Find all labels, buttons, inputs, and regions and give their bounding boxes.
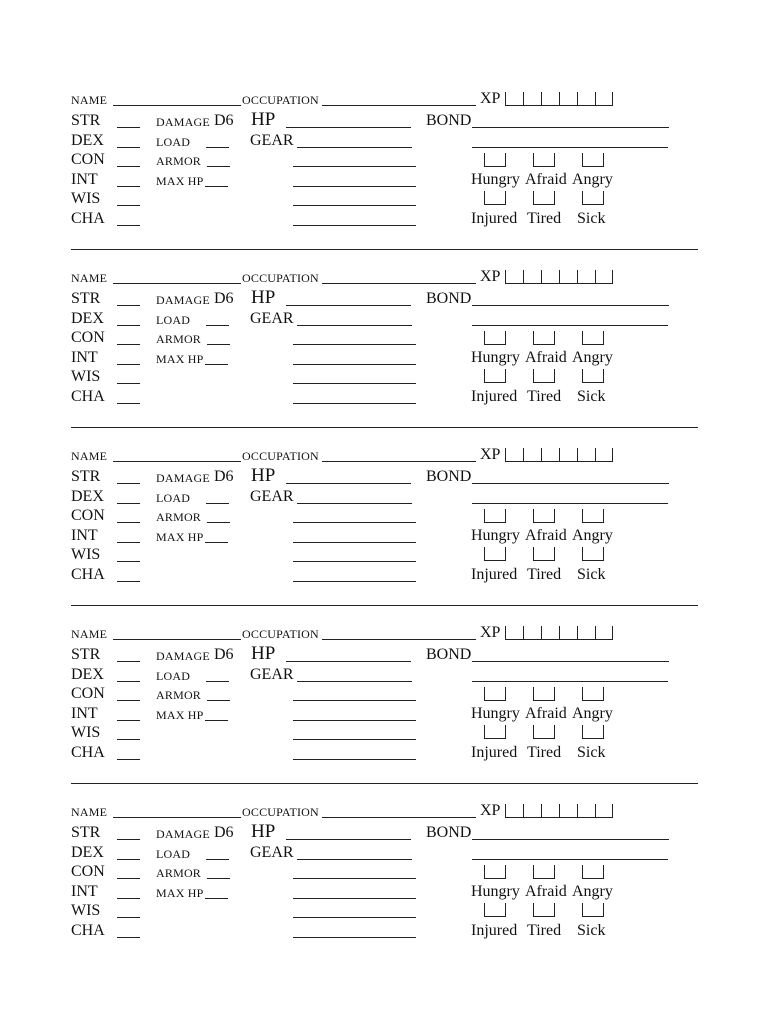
section-divider — [71, 427, 698, 428]
xp-track — [505, 804, 613, 818]
stat-label: CON — [71, 507, 105, 524]
stat-field[interactable] — [117, 186, 140, 187]
condition-checkbox[interactable] — [533, 509, 555, 523]
xp-checkbox[interactable] — [523, 92, 541, 105]
xp-checkbox[interactable] — [559, 448, 577, 461]
name-label: NAME — [71, 93, 108, 107]
xp-checkbox[interactable] — [541, 92, 559, 105]
condition-label: Hungry — [471, 171, 520, 188]
hp-label: HP — [251, 465, 276, 486]
stat-label: STR — [71, 468, 101, 485]
condition-checkbox[interactable] — [484, 547, 506, 561]
armor-label: ARMOR — [156, 866, 202, 880]
condition-label: Sick — [577, 388, 606, 405]
damage-die: D6 — [214, 290, 234, 307]
condition-label: Afraid — [525, 527, 567, 544]
xp-checkbox[interactable] — [505, 804, 523, 817]
armor-label: ARMOR — [156, 688, 202, 702]
stat-field[interactable] — [117, 225, 140, 226]
max-hp-field[interactable] — [205, 186, 228, 187]
condition-label: Injured — [471, 922, 518, 939]
condition-checkbox[interactable] — [484, 903, 506, 917]
xp-track — [505, 448, 613, 462]
stat-label: WIS — [71, 546, 101, 563]
condition-checkbox[interactable] — [533, 903, 555, 917]
condition-label: Hungry — [471, 527, 520, 544]
stat-label: WIS — [71, 724, 101, 741]
armor-field[interactable] — [207, 878, 230, 879]
stat-label: WIS — [71, 190, 101, 207]
stat-label: INT — [71, 527, 98, 544]
gear-line[interactable] — [293, 917, 416, 918]
stat-label: DEX — [71, 132, 104, 149]
gear-label: GEAR — [250, 132, 294, 149]
condition-checkbox[interactable] — [533, 331, 555, 345]
name-label: NAME — [71, 805, 108, 819]
gear-label: GEAR — [250, 844, 294, 861]
character-block — [0, 802, 768, 980]
stat-field[interactable] — [117, 166, 140, 167]
stat-label: STR — [71, 112, 101, 129]
bond-label: BOND — [426, 290, 472, 307]
bond-line[interactable] — [472, 681, 668, 682]
hp-field[interactable] — [286, 127, 411, 128]
stat-label: INT — [71, 883, 98, 900]
stat-field[interactable] — [117, 127, 140, 128]
condition-label: Tired — [527, 566, 562, 583]
stat-label: CHA — [71, 210, 105, 227]
bond-label: BOND — [426, 824, 472, 841]
hp-field[interactable] — [286, 661, 411, 662]
gear-line[interactable] — [297, 325, 412, 326]
occupation-field[interactable] — [322, 639, 476, 640]
hp-label: HP — [251, 287, 276, 308]
gear-line[interactable] — [293, 205, 416, 206]
stat-label: STR — [71, 646, 101, 663]
occupation-label: OCCUPATION — [242, 449, 319, 463]
xp-checkbox[interactable] — [577, 804, 595, 817]
gear-line[interactable] — [293, 383, 416, 384]
character-block — [0, 268, 768, 446]
condition-label: Afraid — [525, 883, 567, 900]
xp-checkbox[interactable] — [559, 92, 577, 105]
condition-label: Angry — [572, 171, 613, 188]
stat-label: CHA — [71, 744, 105, 761]
gear-line[interactable] — [293, 720, 416, 721]
stat-label: DEX — [71, 666, 104, 683]
stat-label: CHA — [71, 922, 105, 939]
damage-label: DAMAGE — [156, 649, 210, 663]
hp-label: HP — [251, 821, 276, 842]
stat-field[interactable] — [117, 403, 140, 404]
condition-checkbox[interactable] — [533, 191, 555, 205]
character-block — [0, 446, 768, 624]
name-field[interactable] — [113, 105, 241, 106]
xp-checkbox[interactable] — [595, 448, 613, 461]
bond-label: BOND — [426, 468, 472, 485]
damage-label: DAMAGE — [156, 471, 210, 485]
stat-label: STR — [71, 290, 101, 307]
condition-label: Afraid — [525, 349, 567, 366]
gear-label: GEAR — [250, 488, 294, 505]
xp-checkbox[interactable] — [505, 92, 523, 105]
condition-checkbox[interactable] — [484, 191, 506, 205]
xp-track — [505, 92, 613, 106]
condition-checkbox[interactable] — [582, 153, 604, 167]
character-block — [0, 624, 768, 802]
stat-field[interactable] — [117, 700, 140, 701]
condition-label: Tired — [527, 388, 562, 405]
condition-checkbox[interactable] — [582, 191, 604, 205]
condition-checkbox[interactable] — [582, 903, 604, 917]
condition-checkbox[interactable] — [582, 509, 604, 523]
damage-label: DAMAGE — [156, 293, 210, 307]
load-label: LOAD — [156, 847, 191, 861]
xp-label: XP — [480, 268, 501, 285]
load-field[interactable] — [206, 503, 229, 504]
armor-label: ARMOR — [156, 154, 202, 168]
condition-label: Injured — [471, 744, 518, 761]
gear-line[interactable] — [293, 898, 416, 899]
condition-checkbox[interactable] — [582, 331, 604, 345]
condition-label: Sick — [577, 566, 606, 583]
max-hp-field[interactable] — [205, 898, 228, 899]
stat-field[interactable] — [117, 720, 140, 721]
stat-label: CON — [71, 329, 105, 346]
condition-checkbox[interactable] — [582, 369, 604, 383]
xp-checkbox[interactable] — [559, 626, 577, 639]
hp-field[interactable] — [286, 305, 411, 306]
xp-checkbox[interactable] — [505, 270, 523, 283]
xp-checkbox[interactable] — [541, 626, 559, 639]
condition-checkbox[interactable] — [484, 153, 506, 167]
xp-checkbox[interactable] — [595, 92, 613, 105]
load-field[interactable] — [206, 147, 229, 148]
gear-line[interactable] — [293, 700, 416, 701]
stat-field[interactable] — [117, 383, 140, 384]
armor-field[interactable] — [207, 700, 230, 701]
xp-label: XP — [480, 446, 501, 463]
xp-checkbox[interactable] — [577, 92, 595, 105]
xp-checkbox[interactable] — [505, 626, 523, 639]
stat-label: CON — [71, 863, 105, 880]
stat-label: INT — [71, 349, 98, 366]
xp-checkbox[interactable] — [505, 448, 523, 461]
condition-label: Hungry — [471, 883, 520, 900]
gear-line[interactable] — [293, 561, 416, 562]
armor-label: ARMOR — [156, 332, 202, 346]
load-label: LOAD — [156, 491, 191, 505]
armor-field[interactable] — [207, 344, 230, 345]
condition-checkbox[interactable] — [533, 687, 555, 701]
condition-label: Tired — [527, 210, 562, 227]
bond-line[interactable] — [472, 503, 668, 504]
condition-label: Afraid — [525, 705, 567, 722]
gear-line[interactable] — [293, 759, 416, 760]
stat-field[interactable] — [117, 305, 140, 306]
xp-track — [505, 626, 613, 640]
max-hp-label: MAX HP — [156, 174, 204, 188]
xp-checkbox[interactable] — [559, 804, 577, 817]
stat-label: INT — [71, 171, 98, 188]
load-field[interactable] — [206, 681, 229, 682]
condition-label: Angry — [572, 527, 613, 544]
damage-die: D6 — [214, 646, 234, 663]
xp-checkbox[interactable] — [541, 804, 559, 817]
bond-line[interactable] — [472, 147, 668, 148]
stat-label: CON — [71, 685, 105, 702]
xp-checkbox[interactable] — [595, 804, 613, 817]
stat-field[interactable] — [117, 898, 140, 899]
condition-checkbox[interactable] — [484, 331, 506, 345]
name-label: NAME — [71, 627, 108, 641]
bond-line[interactable] — [472, 839, 669, 840]
stat-field[interactable] — [117, 839, 140, 840]
bond-line[interactable] — [472, 127, 669, 128]
section-divider — [71, 783, 698, 784]
condition-checkbox[interactable] — [484, 687, 506, 701]
bond-line[interactable] — [472, 305, 669, 306]
gear-line[interactable] — [293, 739, 416, 740]
condition-label: Injured — [471, 210, 518, 227]
xp-checkbox[interactable] — [577, 626, 595, 639]
occupation-label: OCCUPATION — [242, 271, 319, 285]
stat-label: CHA — [71, 388, 105, 405]
hp-field[interactable] — [286, 483, 411, 484]
gear-line[interactable] — [293, 581, 416, 582]
gear-line[interactable] — [297, 859, 412, 860]
hp-label: HP — [251, 643, 276, 664]
stat-label: WIS — [71, 368, 101, 385]
xp-checkbox[interactable] — [523, 626, 541, 639]
gear-line[interactable] — [293, 403, 416, 404]
max-hp-label: MAX HP — [156, 530, 204, 544]
occupation-field[interactable] — [322, 283, 476, 284]
stat-label: DEX — [71, 310, 104, 327]
condition-checkbox[interactable] — [484, 725, 506, 739]
hp-field[interactable] — [286, 839, 411, 840]
hp-label: HP — [251, 109, 276, 130]
stat-field[interactable] — [117, 325, 140, 326]
xp-label: XP — [480, 802, 501, 819]
stat-field[interactable] — [117, 542, 140, 543]
gear-line[interactable] — [293, 878, 416, 879]
gear-line[interactable] — [297, 681, 412, 682]
condition-checkbox[interactable] — [484, 865, 506, 879]
load-field[interactable] — [206, 859, 229, 860]
stat-label: CHA — [71, 566, 105, 583]
xp-checkbox[interactable] — [577, 270, 595, 283]
xp-checkbox[interactable] — [577, 448, 595, 461]
damage-die: D6 — [214, 468, 234, 485]
condition-checkbox[interactable] — [533, 547, 555, 561]
condition-label: Angry — [572, 349, 613, 366]
bond-line[interactable] — [472, 325, 668, 326]
condition-checkbox[interactable] — [533, 865, 555, 879]
gear-line[interactable] — [293, 542, 416, 543]
section-divider — [71, 605, 698, 606]
gear-line[interactable] — [293, 166, 416, 167]
occupation-field[interactable] — [322, 105, 476, 106]
load-label: LOAD — [156, 313, 191, 327]
condition-label: Angry — [572, 883, 613, 900]
stat-field[interactable] — [117, 561, 140, 562]
xp-checkbox[interactable] — [595, 626, 613, 639]
stat-field[interactable] — [117, 581, 140, 582]
condition-label: Sick — [577, 744, 606, 761]
stat-label: WIS — [71, 902, 101, 919]
bond-line[interactable] — [472, 483, 669, 484]
condition-label: Injured — [471, 388, 518, 405]
xp-checkbox[interactable] — [541, 448, 559, 461]
stat-field[interactable] — [117, 147, 140, 148]
max-hp-label: MAX HP — [156, 352, 204, 366]
max-hp-field[interactable] — [205, 720, 228, 721]
condition-label: Afraid — [525, 171, 567, 188]
gear-label: GEAR — [250, 666, 294, 683]
damage-die: D6 — [214, 824, 234, 841]
condition-checkbox[interactable] — [484, 369, 506, 383]
gear-line[interactable] — [293, 364, 416, 365]
bond-label: BOND — [426, 646, 472, 663]
condition-label: Angry — [572, 705, 613, 722]
stat-field[interactable] — [117, 917, 140, 918]
armor-field[interactable] — [207, 166, 230, 167]
name-field[interactable] — [113, 283, 241, 284]
stat-field[interactable] — [117, 878, 140, 879]
stat-label: STR — [71, 824, 101, 841]
gear-line[interactable] — [293, 522, 416, 523]
condition-label: Tired — [527, 744, 562, 761]
stat-field[interactable] — [117, 503, 140, 504]
gear-line[interactable] — [293, 225, 416, 226]
xp-track — [505, 270, 613, 284]
gear-line[interactable] — [293, 937, 416, 938]
damage-label: DAMAGE — [156, 827, 210, 841]
occupation-field[interactable] — [322, 817, 476, 818]
name-field[interactable] — [113, 817, 241, 818]
stat-field[interactable] — [117, 661, 140, 662]
xp-checkbox[interactable] — [523, 804, 541, 817]
condition-label: Hungry — [471, 349, 520, 366]
occupation-label: OCCUPATION — [242, 805, 319, 819]
gear-line[interactable] — [293, 344, 416, 345]
xp-label: XP — [480, 90, 501, 107]
stat-label: CON — [71, 151, 105, 168]
name-label: NAME — [71, 271, 108, 285]
stat-field[interactable] — [117, 364, 140, 365]
max-hp-field[interactable] — [205, 542, 228, 543]
condition-label: Hungry — [471, 705, 520, 722]
xp-checkbox[interactable] — [523, 448, 541, 461]
name-field[interactable] — [113, 639, 241, 640]
stat-field[interactable] — [117, 859, 140, 860]
condition-checkbox[interactable] — [484, 509, 506, 523]
condition-checkbox[interactable] — [533, 369, 555, 383]
xp-checkbox[interactable] — [559, 270, 577, 283]
gear-line[interactable] — [297, 147, 412, 148]
xp-checkbox[interactable] — [523, 270, 541, 283]
xp-checkbox[interactable] — [541, 270, 559, 283]
stat-field[interactable] — [117, 205, 140, 206]
gear-line[interactable] — [293, 186, 416, 187]
load-label: LOAD — [156, 135, 191, 149]
stat-label: INT — [71, 705, 98, 722]
condition-label: Injured — [471, 566, 518, 583]
name-label: NAME — [71, 449, 108, 463]
stat-field[interactable] — [117, 681, 140, 682]
max-hp-field[interactable] — [205, 364, 228, 365]
character-block — [0, 90, 768, 268]
condition-checkbox[interactable] — [533, 153, 555, 167]
armor-label: ARMOR — [156, 510, 202, 524]
condition-checkbox[interactable] — [582, 687, 604, 701]
bond-label: BOND — [426, 112, 472, 129]
occupation-label: OCCUPATION — [242, 627, 319, 641]
condition-checkbox[interactable] — [533, 725, 555, 739]
xp-checkbox[interactable] — [595, 270, 613, 283]
stat-label: DEX — [71, 844, 104, 861]
load-field[interactable] — [206, 325, 229, 326]
stat-label: DEX — [71, 488, 104, 505]
stat-field[interactable] — [117, 759, 140, 760]
condition-label: Sick — [577, 210, 606, 227]
name-field[interactable] — [113, 461, 241, 462]
condition-label: Sick — [577, 922, 606, 939]
max-hp-label: MAX HP — [156, 886, 204, 900]
damage-die: D6 — [214, 112, 234, 129]
occupation-label: OCCUPATION — [242, 93, 319, 107]
occupation-field[interactable] — [322, 461, 476, 462]
stat-field[interactable] — [117, 483, 140, 484]
max-hp-label: MAX HP — [156, 708, 204, 722]
stat-field[interactable] — [117, 522, 140, 523]
section-divider — [71, 249, 698, 250]
armor-field[interactable] — [207, 522, 230, 523]
bond-line[interactable] — [472, 859, 668, 860]
condition-checkbox[interactable] — [582, 865, 604, 879]
bond-line[interactable] — [472, 661, 669, 662]
condition-checkbox[interactable] — [582, 547, 604, 561]
gear-label: GEAR — [250, 310, 294, 327]
stat-field[interactable] — [117, 937, 140, 938]
condition-checkbox[interactable] — [582, 725, 604, 739]
damage-label: DAMAGE — [156, 115, 210, 129]
xp-label: XP — [480, 624, 501, 641]
gear-line[interactable] — [297, 503, 412, 504]
load-label: LOAD — [156, 669, 191, 683]
stat-field[interactable] — [117, 344, 140, 345]
condition-label: Tired — [527, 922, 562, 939]
stat-field[interactable] — [117, 739, 140, 740]
